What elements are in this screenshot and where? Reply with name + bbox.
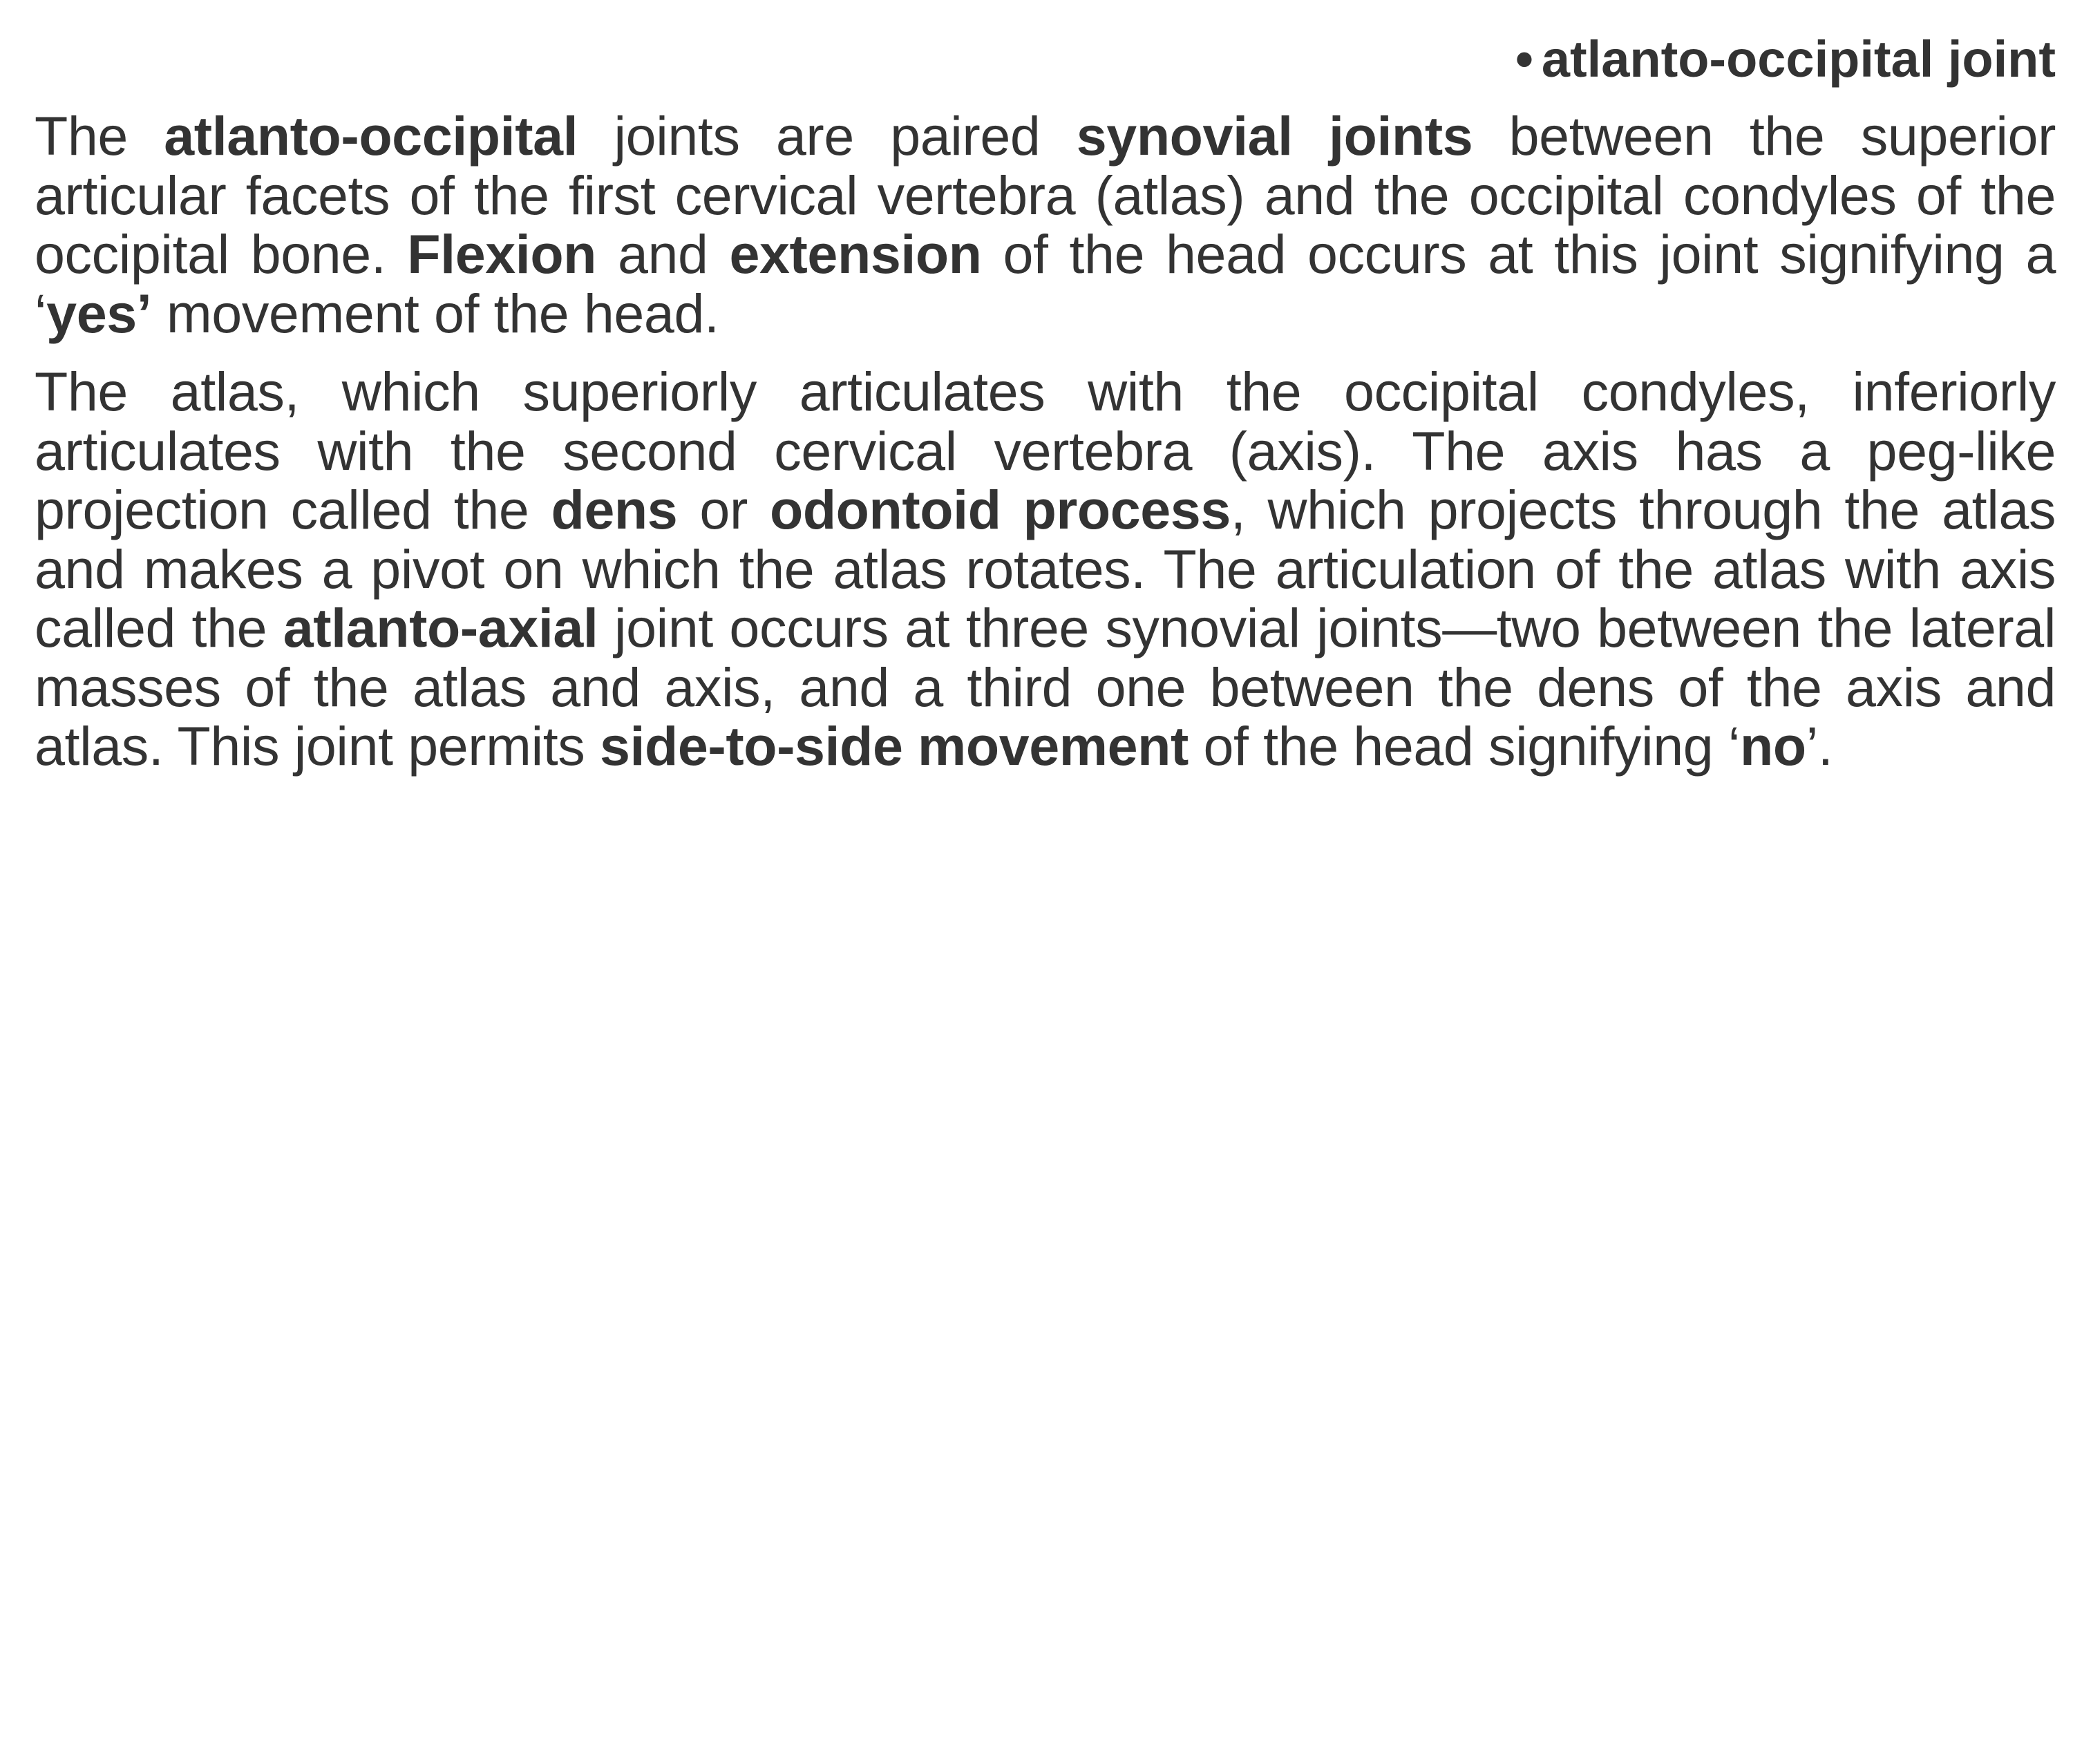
section-heading (35, 26, 2056, 93)
text-run: joint occurs at three synovial joints—two between the lateral masses of the atlas and axis, and a third one between the dens of the axis and atlas. This joint permits (35, 597, 2056, 777)
text-run: or (677, 479, 770, 540)
text-run: The (35, 105, 164, 167)
paragraph-atlanto-axial (35, 362, 2056, 776)
bold-term: odontoid process (769, 479, 1231, 540)
text-run: ’. (1806, 715, 1833, 777)
bold-term: atlanto-occipital (164, 105, 578, 167)
text-run: The atlas, which superiorly articulates with the occipital condyles, inferiorly articulates with the second cervical vertebra (axis). The axis has a peg-like projection called the (35, 361, 2056, 540)
text-run: , which projects through the atlas and makes a pivot on which the atlas rotates. The articulation of the atlas with axis called the (35, 479, 2056, 658)
bold-term: dens (551, 479, 678, 540)
bold-term: Flexion (407, 223, 597, 285)
bullet-icon: • (1515, 30, 1533, 88)
text-run: joints are paired (578, 105, 1077, 167)
text-run: movement of the head. (151, 282, 719, 344)
text-run: of the head occurs at this joint signifying a ‘ (35, 223, 2056, 344)
document-page (35, 26, 2056, 795)
bold-term: atlanto-axial (283, 597, 598, 658)
heading-title: atlanto-occipital joint (1541, 30, 2056, 88)
text-run: between the superior articular facets of the first cervical vertebra (atlas) and the occipital condyles of the occipital bone. (35, 105, 2056, 285)
bold-term: no (1740, 715, 1806, 777)
bold-term: synovial joints (1076, 105, 1473, 167)
text-run: of the head signifying ‘ (1188, 715, 1741, 777)
text-run: and (596, 223, 730, 285)
bold-term: extension (729, 223, 982, 285)
bold-term: yes’ (46, 282, 152, 344)
paragraph-atlanto-occipital (35, 106, 2056, 343)
bold-term: side-to-side movement (599, 715, 1189, 777)
